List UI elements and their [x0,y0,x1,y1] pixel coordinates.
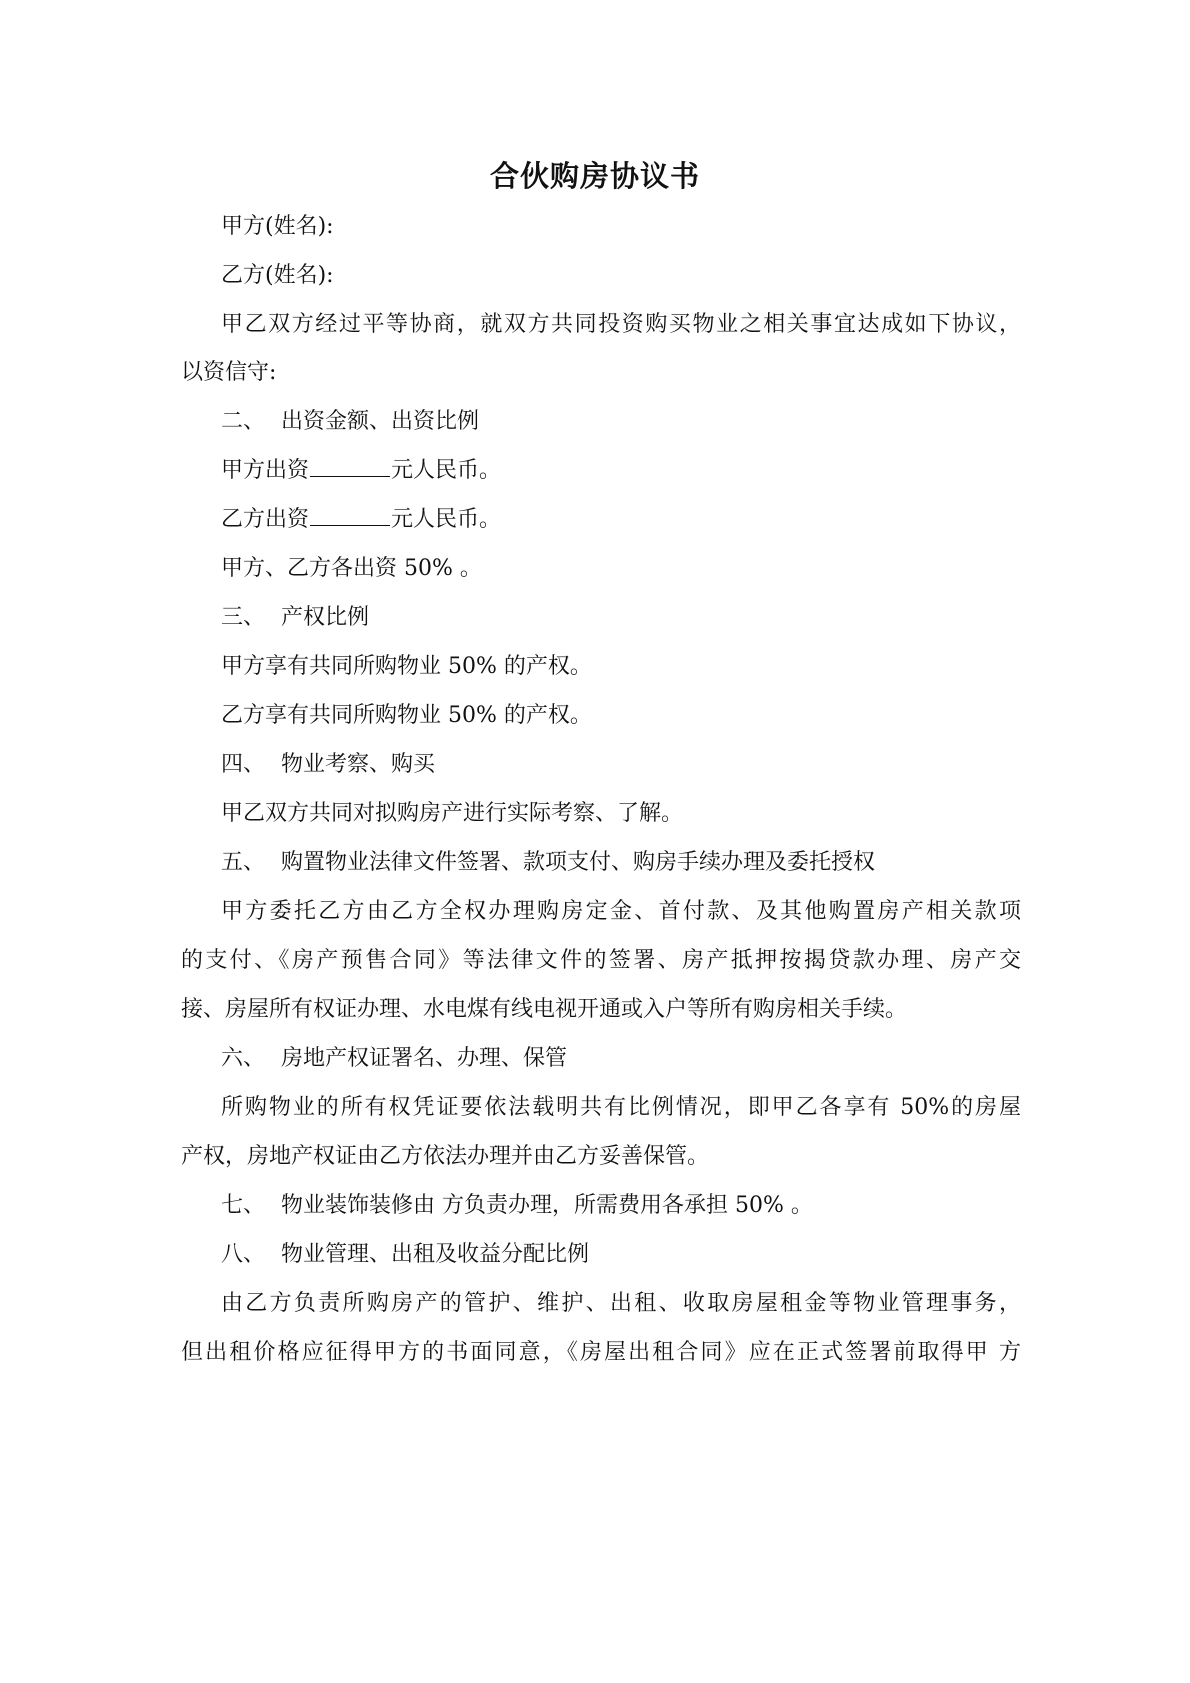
party-a-contribution-unit: 元人民币。 [391,458,502,483]
party-a-contribution-label: 甲方出资 [221,458,310,483]
section-8-title: 物业管理、出租及收益分配比例 [281,1242,590,1267]
section-3-heading [221,603,1021,633]
section-5-heading [221,848,1021,878]
intro-line-1: 甲乙双方经过平等协商，就双方共同投资购买物业之相关事宜达成如下协议， [221,312,1021,337]
section-8-number: 八、 [221,1242,266,1267]
section-3-title: 产权比例 [281,605,370,630]
section-3-number: 三、 [221,605,266,630]
section-6-title: 房地产权证署名、办理、保管 [281,1046,568,1071]
section-5-body-line-3: 接、房屋所有权证办理、水电煤有线电视开通或入户等所有购房相关手续。 [181,997,908,1022]
section-6-body-line-1: 所购物业的所有权凭证要依法载明共有比例情况，即甲乙各享有 50%的房屋 [221,1095,1021,1120]
section-4-number: 四、 [221,752,266,777]
intro-line-2: 以资信守: [181,360,277,385]
section-6-number: 六、 [221,1046,266,1071]
section-2-title: 出资金额、出资比例 [281,409,480,434]
section-6-heading [221,1044,1021,1074]
section-7-title: 物业装饰装修由 方负责办理，所需费用各承担 50% 。 [281,1193,813,1218]
section-6-body-line-2: 产权，房地产权证由乙方依法办理并由乙方妥善保管。 [181,1144,710,1169]
section-8-heading [221,1240,1021,1270]
section-4-title: 物业考察、购买 [281,752,436,777]
section-8-body-line-2: 但出租价格应征得甲方的书面同意，《房屋出租合同》应在正式签署前取得甲 方 [181,1340,1021,1365]
section-5-body-line-1: 甲方委托乙方由乙方全权办理购房定金、首付款、及其他购置房产相关款项 [221,899,1021,924]
section-8-body-line-1: 由乙方负责所购房产的管护、维护、出租、收取房屋租金等物业管理事务， [221,1291,1021,1316]
contribution-ratio: 甲方、乙方各出资 50% 。 [221,556,482,581]
party-b-line: 乙方(姓名): [221,263,334,288]
party-a-ownership: 甲方享有共同所购物业 50% 的产权。 [221,654,592,679]
section-5-title: 购置物业法律文件签署、款项支付、购房手续办理及委托授权 [281,850,876,875]
party-b-contribution [221,505,1021,535]
section-7-heading [221,1191,1021,1221]
section-4-body: 甲乙双方共同对拟购房产进行实际考察、了解。 [221,801,684,826]
party-b-contribution-unit: 元人民币。 [391,507,502,532]
party-b-ownership: 乙方享有共同所购物业 50% 的产权。 [221,703,592,728]
section-4-heading [221,750,1021,780]
party-a-amount-blank [310,456,390,477]
section-5-number: 五、 [221,850,266,875]
section-2-heading [221,407,1021,437]
party-a-contribution [221,456,1021,486]
section-2-number: 二、 [221,409,266,434]
party-b-amount-blank [310,505,390,526]
section-5-body-line-2: 的支付、《房产预售合同》等法律文件的签署、房产抵押按揭贷款办理、房产交 [181,948,1021,973]
section-7-number: 七、 [221,1193,266,1218]
party-a-line: 甲方(姓名): [221,214,334,239]
document-title: 合伙购房协议书 [489,159,700,193]
party-b-contribution-label: 乙方出资 [221,507,310,532]
